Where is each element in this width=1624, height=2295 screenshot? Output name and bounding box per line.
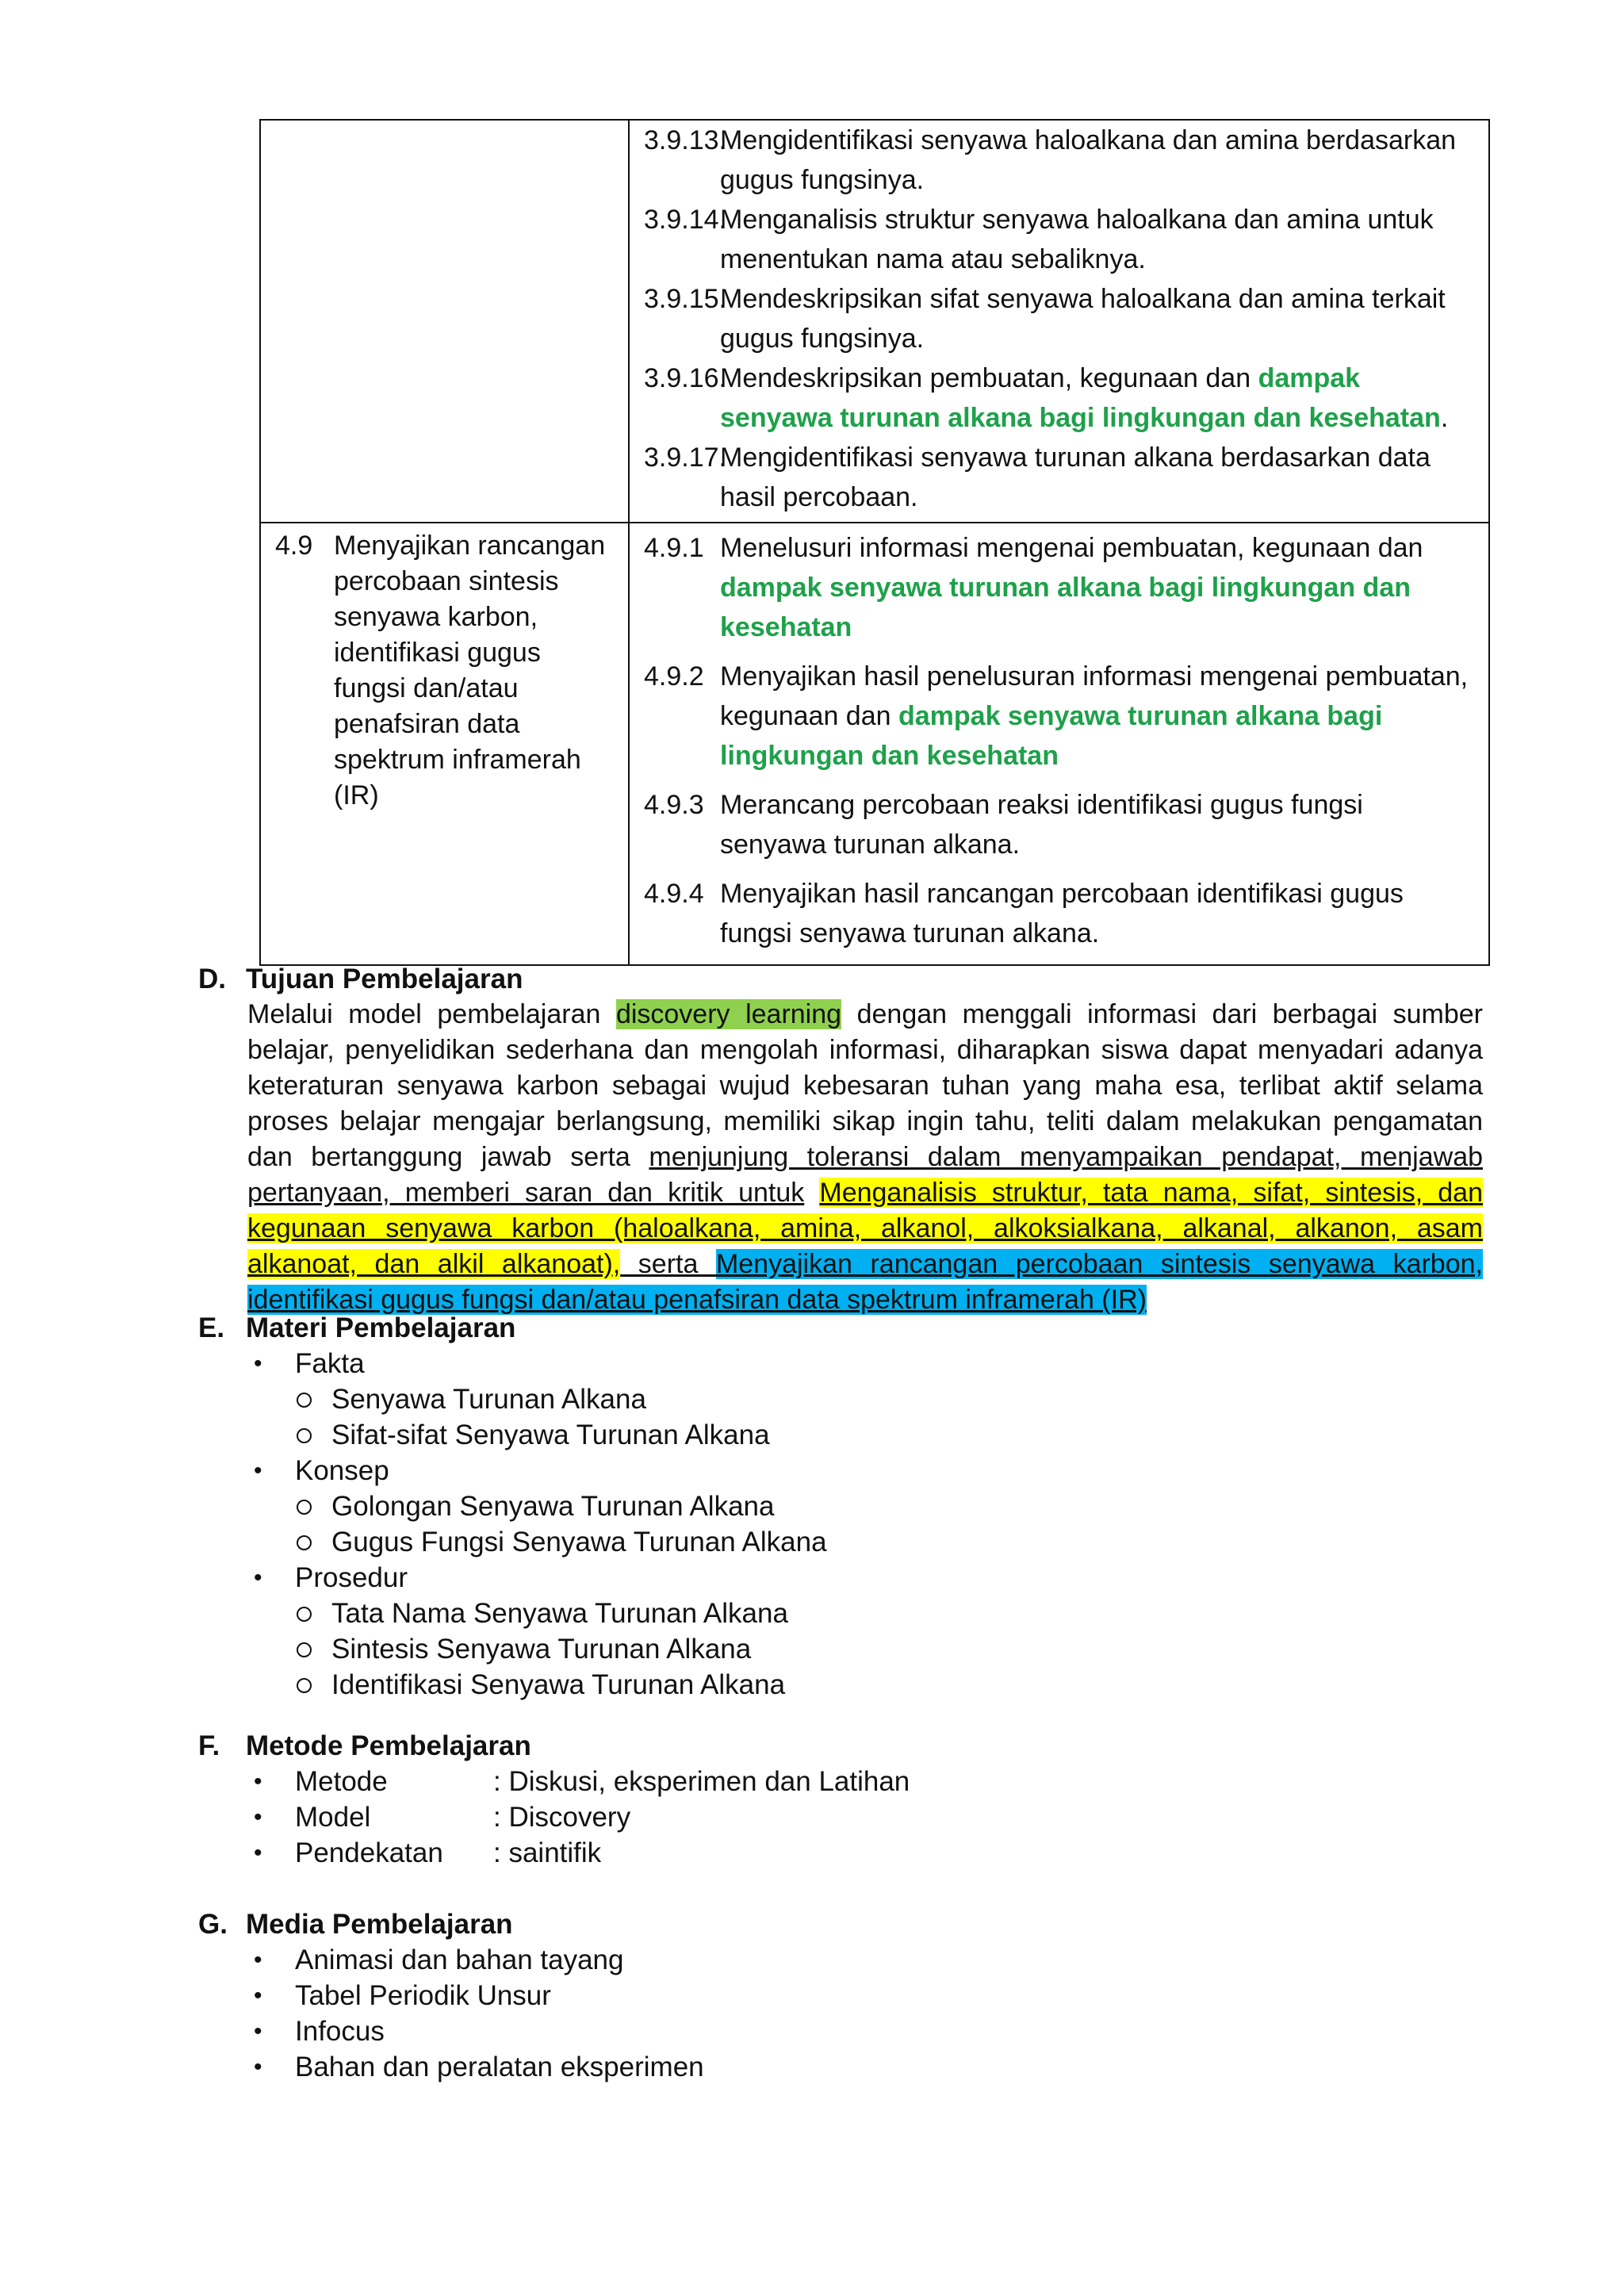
list-item: Senyawa Turunan Alkana — [295, 1381, 1483, 1417]
bullet-icon: • — [254, 1983, 262, 2009]
list-item: • Konsep Golongan Senyawa Turunan Alkana Gugus Fungsi Senyawa Turunan Alkana — [247, 1453, 1483, 1560]
circle-bullet-icon — [297, 1535, 312, 1550]
ipk-cell — [629, 523, 1489, 965]
section-materi — [198, 1311, 1483, 1703]
circle-bullet-icon — [297, 1607, 312, 1622]
list-item: 4.9.1 Menelusuri informasi mengenai pembuatan, kegunaan dan dampak senyawa turunan alkana bagi lingkungan dan kesehatan — [644, 533, 1423, 642]
list-item: • Tabel Periodik Unsur — [247, 1978, 1483, 2013]
bullet-icon: • — [254, 1840, 262, 1866]
section-letter: G. — [198, 1909, 228, 1940]
list-item: 3.9.17. Mengidentifikasi senyawa turunan alkana berdasarkan data hasil percobaan. — [644, 443, 1431, 512]
highlight-model: discovery learning — [615, 999, 842, 1029]
bullet-icon: • — [254, 1947, 262, 1973]
highlight-yellow: Menganalisis struktur, tata nama, sifat, sintesis, dan kegunaan senyawa karbon (haloalkana, amina, alkanol, alkoksialkana, alkanal, alkanon, asam alkanoat, dan alkil alkanoat), — [247, 1178, 1483, 1279]
section-title: Media Pembelajaran — [246, 1909, 513, 1940]
list-item: Golongan Senyawa Turunan Alkana — [295, 1488, 1483, 1524]
list-item: 3.9.15. Mendeskripsikan sifat senyawa haloalkana dan amina terkait gugus fungsinya. — [644, 284, 1446, 354]
bullet-icon: • — [254, 1565, 262, 1591]
table-row — [260, 523, 1489, 965]
kd-cell — [260, 523, 629, 965]
media-list — [198, 1942, 1483, 2085]
tujuan-paragraph: Melalui model pembelajaran discovery learning dengan menggali informasi dari berbagai sumber belajar, penyelidikan sederhana dan mengolah informasi, diharapkan siswa dapat menyadari adanya keteraturan senyawa karbon sebagai wujud kebesaran tuhan yang maha esa, terlibat aktif selama proses belajar mengajar berlangsung, memiliki sikap ingin tahu, teliti dalam melakukan pengamatan dan bertanggung jawab serta menjunjung toleransi dalam menyampaikan pendapat, menjawab pertanyaan, memberi saran dan kritik untuk Menganalisis struktur, tata nama, sifat, sintesis, dan kegunaan senyawa karbon (haloalkana, amina, alkanol, alkoksialkana, alkanal, alkanon, asam alkanoat, dan alkil alkanoat), serta Menyajikan rancangan percobaan sintesis senyawa karbon, identifikasi gugus fungsi dan/atau penafsiran data spektrum inframerah (IR) — [247, 999, 1484, 1315]
circle-bullet-icon — [297, 1393, 312, 1408]
list-item: 3.9.16. Mendeskripsikan pembuatan, kegunaan dan dampak senyawa turunan alkana bagi lingkungan dan kesehatan. — [644, 363, 1449, 433]
list-item: • Pendekatan : saintifik — [247, 1835, 1483, 1871]
list-item: 4.9.3 Merancang percobaan reaksi identifikasi gugus fungsi senyawa turunan alkana. — [644, 790, 1363, 860]
list-item: • Animasi dan bahan tayang — [247, 1942, 1483, 1978]
list-item: • Bahan dan peralatan eksperimen — [247, 2049, 1483, 2085]
circle-bullet-icon — [297, 1678, 312, 1693]
circle-bullet-icon — [297, 1500, 312, 1515]
list-item: Tata Nama Senyawa Turunan Alkana — [295, 1596, 1483, 1631]
ipk-cell — [629, 120, 1489, 523]
bullet-icon: • — [254, 2018, 262, 2044]
list-item: 3.9.14. Menganalisis struktur senyawa haloalkana dan amina untuk menentukan nama atau sebaliknya. — [644, 205, 1434, 274]
highlight-blue: Menyajikan rancangan percobaan sintesis senyawa karbon, identifikasi gugus fungsi dan/atau penafsiran data spektrum inframerah (IR) — [247, 1249, 1483, 1315]
list-item: Sifat-sifat Senyawa Turunan Alkana — [295, 1417, 1483, 1453]
kd-cell-empty — [260, 120, 629, 523]
section-title: Metode Pembelajaran — [246, 1730, 531, 1761]
section-letter: D. — [198, 964, 226, 994]
section-letter: F. — [198, 1730, 220, 1761]
table-row — [260, 120, 1489, 523]
kd-number: 4.9 — [275, 531, 313, 561]
bullet-icon: • — [254, 1458, 262, 1484]
materi-list — [198, 1346, 1483, 1703]
section-title: Materi Pembelajaran — [246, 1312, 516, 1343]
list-item: Gugus Fungsi Senyawa Turunan Alkana — [295, 1524, 1483, 1560]
indicator-table — [259, 119, 1490, 966]
list-item: 4.9.4 Menyajikan hasil rancangan percobaan identifikasi gugus fungsi senyawa turunan alkana. — [644, 879, 1404, 948]
bullet-icon: • — [254, 1351, 262, 1377]
section-letter: E. — [198, 1312, 225, 1343]
bullet-icon: • — [254, 2054, 262, 2080]
circle-bullet-icon — [297, 1428, 312, 1443]
list-item: • Fakta Senyawa Turunan Alkana Sifat-sifat Senyawa Turunan Alkana — [247, 1346, 1483, 1453]
section-tujuan — [198, 962, 1483, 1318]
metode-list — [198, 1764, 1483, 1871]
list-item: • Metode : Diskusi, eksperimen dan Latihan — [247, 1764, 1483, 1799]
circle-bullet-icon — [297, 1642, 312, 1657]
list-item: Identifikasi Senyawa Turunan Alkana — [295, 1667, 1483, 1703]
bullet-icon: • — [254, 1804, 262, 1830]
section-media — [198, 1907, 1483, 2085]
section-title: Tujuan Pembelajaran — [246, 964, 523, 994]
bullet-icon: • — [254, 1768, 262, 1795]
list-item: 4.9.2 Menyajikan hasil penelusuran informasi mengenai pembuatan, kegunaan dan dampak senyawa turunan alkana bagi lingkungan dan kesehatan — [644, 661, 1469, 771]
section-metode — [198, 1729, 1483, 1871]
list-item: • Infocus — [247, 2013, 1483, 2049]
list-item: 3.9.13. Mengidentifikasi senyawa haloalkana dan amina berdasarkan gugus fungsinya. — [644, 125, 1457, 195]
list-item: Sintesis Senyawa Turunan Alkana — [295, 1631, 1483, 1667]
list-item: • Model : Discovery — [247, 1799, 1483, 1835]
kd-text: Menyajikan rancangan percobaan sintesis senyawa karbon, identifikasi gugus fungsi dan/atau penafsiran data spektrum inframerah (IR) — [334, 531, 606, 810]
list-item: • Prosedur Tata Nama Senyawa Turunan Alkana Sintesis Senyawa Turunan Alkana Identifikasi Senyawa Turunan Alkana — [247, 1560, 1483, 1703]
